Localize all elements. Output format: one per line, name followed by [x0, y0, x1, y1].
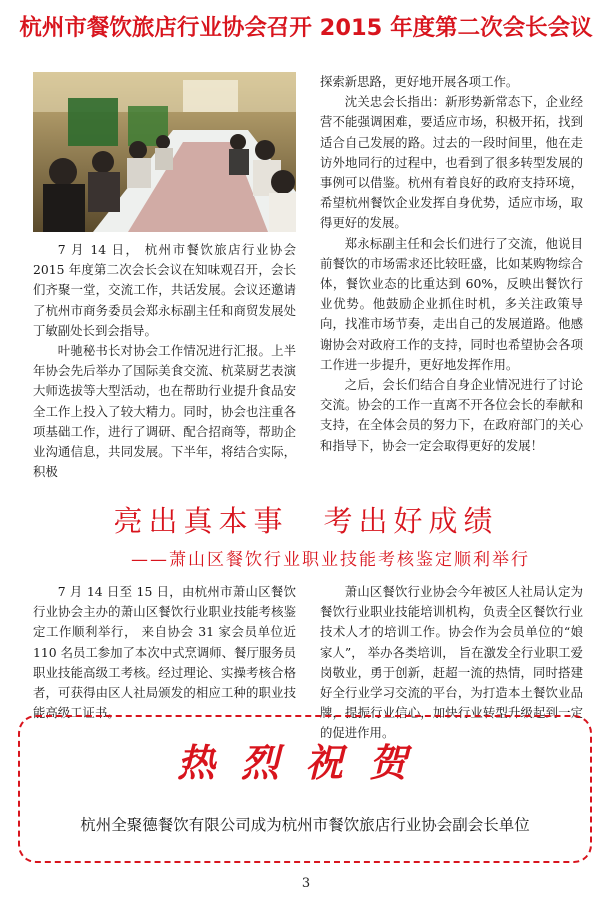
article-paragraph: 郑永标副主任和会长们进行了交流，他说目前餐饮的市场需求还比较旺盛，比如某购物综合体，餐饮业态的比重达到 60%，反映出餐饮行业优势。他鼓励企业抓住时机，多关注政策导向，找准市场节奏，走出自己的发展道路。他感谢协会对政府工作的支持，同时也希望协会各项工作进一步提升，更好地发挥作用。 [320, 235, 583, 372]
article-title: 杭州市餐饮旅店行业协会召开 2015 年度第二次会长会议 [19, 15, 593, 41]
article-paragraph: 沈关忠会长指出：新形势新常态下，企业经营不能强调困难，要适应市场，积极开拓，找到适合自己发展的路。过去的一段时间里，他在走访外地同行的过程中，也看到了很多转型发展的事例可以借鉴。杭州有着良好的政府支持环境，希望杭州餐饮企业发挥自身优势，适应市场，取得更好的发展。 [320, 94, 583, 231]
article-column-right [320, 72, 583, 456]
congratulations-text: 杭州全聚德餐饮有限公司成为杭州市餐饮旅店行业协会副会长单位 [80, 816, 530, 834]
meeting-photo [33, 72, 296, 232]
article-column-left [33, 240, 296, 482]
congratulations-box [18, 715, 592, 863]
feature-subheadline: ——萧山区餐饮行业职业技能考核鉴定顺利举行 [131, 550, 530, 570]
feature-headline: 亮出真本事 考出好成绩 [113, 504, 499, 538]
congratulations-title: 热烈祝贺 [176, 740, 433, 785]
feature-paragraph: 萧山区餐饮行业协会今年被区人社局认定为餐饮行业职业技能培训机构，负责全区餐饮行业技术人才的培训工作。协会作为会员单位的“娘家人”， 举办各类培训， 旨在激发全行业职工爱岗敬业，勇于创新，赶超一流的热情，同时搭建好全行业学习交流的平台，为打造本土餐饮业品牌，提振行业信心，加快行业转型升级起到一定的促进作用。 [320, 584, 583, 741]
article-paragraph: 之后，会长们结合自身企业情况进行了讨论交流。协会的工作一直离不开各位会长的奉献和支持，在全体会员的努力下，在政府部门的关心和指导下，协会一定会取得更好的发展！ [320, 377, 583, 453]
article-paragraph-continued: 探索新思路，更好地开展各项工作。 [320, 74, 519, 89]
article-paragraph: 7 月 14 日， 杭州市餐饮旅店行业协会 2015 年度第二次会长会议在知味观召开，会长们齐聚一堂，交流工作，共话发展。会议还邀请了杭州市商务委员会郑永标副主任和商贸发展处丁敏副处长到会指导。 [33, 242, 296, 338]
feature-column-left [33, 582, 296, 723]
page-number: 3 [301, 876, 311, 891]
article-paragraph: 叶驰秘书长对协会工作情况进行汇报。上半年协会先后举办了国际美食交流、杭菜厨艺表演大师选拔等大型活动，也在帮助行业提升食品安全工作上投入了较大精力。同时，协会也注重各项基础工作，进行了调研、配合招商等，帮助企业沟通信息，共同发展。下半年，将结合实际，积极 [33, 343, 296, 480]
feature-paragraph: 7 月 14 日至 15 日，由杭州市萧山区餐饮行业协会主办的萧山区餐饮行业职业技能考核鉴定工作顺利举行， 来自协会 31 家会员单位近 110 名员工参加了本次中式烹调师、餐厅服务员职业技能高级工考核。经过理论、实操考核合格者，可获得由区人社局颁发的相应工种的职业技能高级工证书。 [33, 584, 297, 721]
